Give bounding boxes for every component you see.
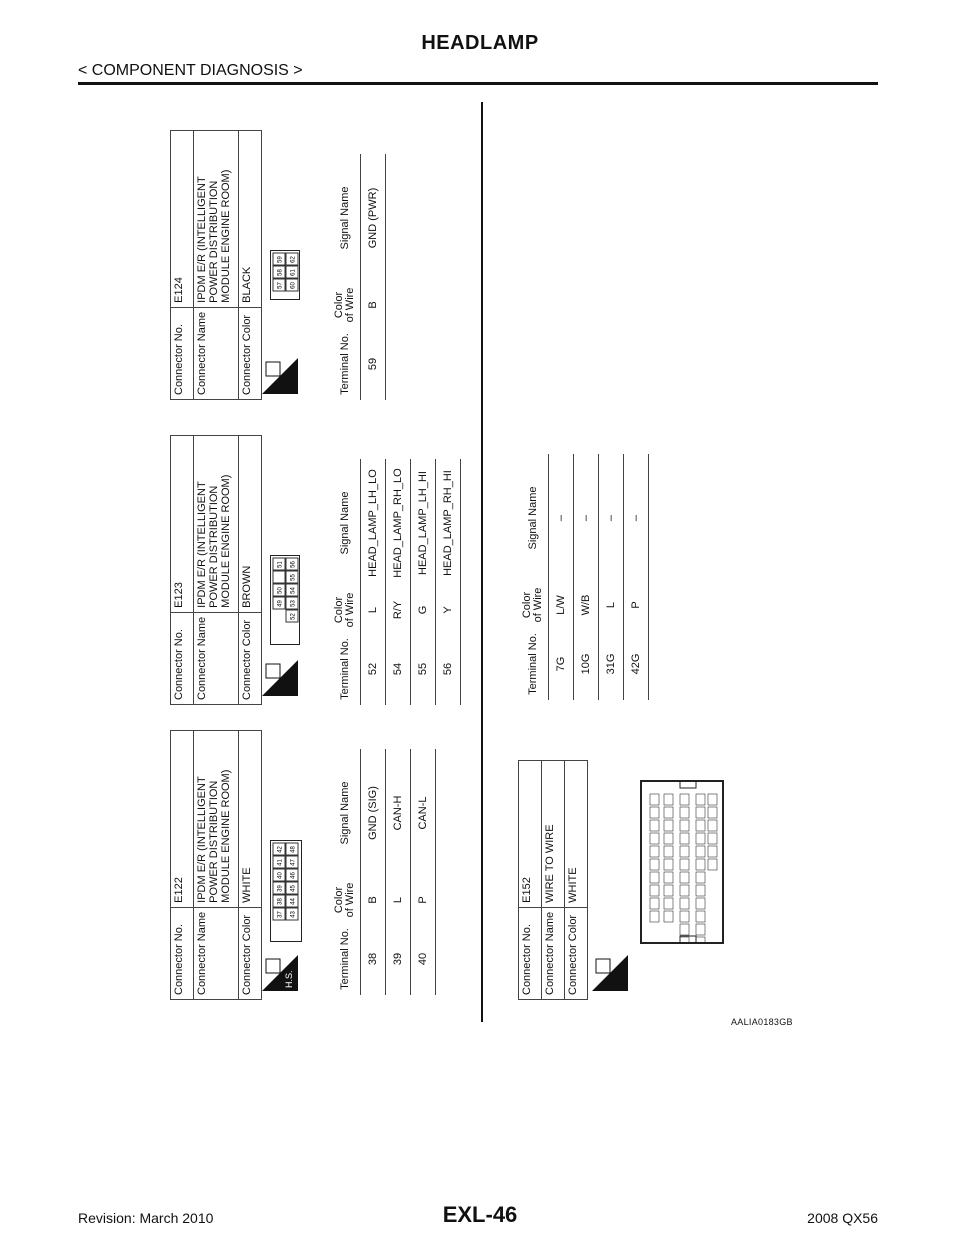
connector-cavity — [680, 885, 689, 896]
connector-cavity — [708, 833, 717, 844]
connector-cavity — [708, 859, 717, 870]
connector-e152-face — [640, 780, 724, 944]
svg-text:H.S.: H.S. — [284, 970, 294, 988]
pin-number: 52 — [290, 613, 297, 620]
pin-number: 50 — [277, 587, 284, 594]
pin-number: 57 — [277, 282, 284, 289]
connector-cavity — [664, 872, 673, 883]
table-row: 55 G HEAD_LAMP_LH_HI — [411, 459, 436, 705]
connector-cavity — [696, 898, 705, 909]
pin-number: 37 — [277, 911, 284, 918]
connector-cavity — [664, 794, 673, 805]
hs-icon — [262, 660, 298, 696]
connector-cavity — [650, 846, 659, 857]
connector-cavity — [708, 794, 717, 805]
connector-e124-terminals: Terminal No. Color of Wire Signal Name 59 B GND (PWR) — [330, 154, 386, 400]
pin-number: 43 — [290, 911, 297, 918]
table-row: 39 L CAN-H — [386, 749, 411, 995]
connector-cavity — [680, 859, 689, 870]
connector-cavity — [680, 794, 689, 805]
footer-revision: Revision: March 2010 — [78, 1210, 214, 1226]
connector-cavity — [664, 885, 673, 896]
connector-cavity — [696, 794, 705, 805]
connector-cavity — [650, 807, 659, 818]
header-rule — [78, 82, 878, 85]
connector-cavity — [680, 872, 689, 883]
pin-number: 38 — [277, 898, 284, 905]
connector-cavity — [650, 833, 659, 844]
pin-number: 53 — [290, 600, 297, 607]
pin-number: 58 — [277, 269, 284, 276]
connector-e122-header: Connector No. E122 Connector Name IPDM E/R (INTELLIGENT POWER DISTRIBUTION MODULE ENGINE ROOM) Connector Color WHITE — [170, 730, 262, 1000]
connector-e124-face — [270, 250, 300, 300]
table-row: 54 R/Y HEAD_LAMP_RH_LO — [386, 459, 411, 705]
connector-no-value: E122 — [171, 731, 194, 908]
pin-number: 55 — [290, 574, 297, 581]
pin-number: 44 — [290, 898, 297, 905]
connector-e122-face — [270, 840, 302, 942]
connector-cavity — [650, 885, 659, 896]
connector-cavity — [664, 859, 673, 870]
connector-cavity — [696, 911, 705, 922]
pin-number: 42 — [277, 846, 284, 853]
connector-cavity — [708, 820, 717, 831]
pin-number: 45 — [290, 885, 297, 892]
pin-number: 56 — [290, 561, 297, 568]
connector-cavity — [664, 846, 673, 857]
hs-icon — [592, 955, 628, 991]
connector-cavity — [680, 911, 689, 922]
page-title: HEADLAMP — [421, 32, 539, 54]
connector-cavity — [664, 807, 673, 818]
pin-number: 47 — [290, 859, 297, 866]
pin-number: 40 — [277, 872, 284, 879]
table-row: 59 B GND (PWR) — [361, 154, 386, 400]
pin-number: 51 — [277, 561, 284, 568]
pin-number: 41 — [277, 859, 284, 866]
connector-cavity — [664, 820, 673, 831]
connector-cavity — [696, 859, 705, 870]
pin-number: 48 — [290, 846, 297, 853]
table-row: 56 Y HEAD_LAMP_RH_HI — [436, 459, 461, 705]
connector-pin — [273, 571, 285, 583]
table-row: 10G W/B – — [574, 454, 599, 700]
connector-cavity — [650, 859, 659, 870]
connector-e152-header: Connector No. E152 Connector Name WIRE TO WIRE Connector Color WHITE — [518, 760, 588, 1000]
connector-cavity — [680, 924, 689, 935]
connector-e152-terminals: Terminal No. Color of Wire Signal Name 7G L/W – 10G W/B – 31G L – 42G P – — [518, 454, 649, 700]
pin-number: 49 — [277, 600, 284, 607]
connector-cavity — [664, 898, 673, 909]
hs-icon — [262, 955, 298, 991]
table-row: 52 L HEAD_LAMP_LH_LO — [361, 459, 386, 705]
connector-cavity — [650, 911, 659, 922]
connector-cavity — [696, 807, 705, 818]
connector-cavity — [696, 924, 705, 935]
connector-cavity — [650, 820, 659, 831]
column-divider — [481, 102, 483, 1022]
table-row: 38 B GND (SIG) — [361, 749, 386, 995]
connector-cavity — [680, 820, 689, 831]
pin-number: 59 — [277, 256, 284, 263]
connector-cavity — [664, 833, 673, 844]
connector-e123-face — [270, 555, 300, 645]
connector-cavity — [650, 872, 659, 883]
connector-e123-header: Connector No. E123 Connector Name IPDM E/R (INTELLIGENT POWER DISTRIBUTION MODULE ENGINE ROOM) Connector Color BROWN — [170, 435, 262, 705]
table-row: 42G P – — [624, 454, 649, 700]
connector-color-value: WHITE — [239, 731, 262, 908]
connector-cavity — [650, 898, 659, 909]
connector-cavity — [664, 911, 673, 922]
footer-page-number: EXL-46 — [442, 1202, 518, 1227]
connector-e124-header: Connector No. E124 Connector Name IPDM E/R (INTELLIGENT POWER DISTRIBUTION MODULE ENGINE ROOM) Connector Color BLACK — [170, 130, 262, 400]
connector-cavity — [696, 820, 705, 831]
figure-id: AALIA0183GB — [731, 1017, 793, 1027]
section-subtitle: < COMPONENT DIAGNOSIS > — [78, 62, 303, 79]
table-row: 40 P CAN-L — [411, 749, 436, 995]
connector-cavity — [680, 807, 689, 818]
connector-cavity — [650, 794, 659, 805]
connector-cavity — [696, 846, 705, 857]
pin-number: 46 — [290, 872, 297, 879]
connector-cavity — [696, 885, 705, 896]
connector-cavity — [680, 833, 689, 844]
pin-number: 39 — [277, 885, 284, 892]
connector-e122-terminals: Terminal No. Color of Wire Signal Name 38 B GND (SIG) 39 L CAN-H 40 P CAN-L — [330, 749, 436, 995]
footer-model: 2008 QX56 — [807, 1210, 878, 1226]
connector-e123-terminals: Terminal No. Color of Wire Signal Name 52 L HEAD_LAMP_LH_LO 54 R/Y HEAD_LAMP_RH_LO 55 G HEAD_LAMP_LH_HI 56 Y HEAD_LAMP_RH_HI — [330, 459, 461, 705]
pin-number: 60 — [290, 282, 297, 289]
table-row: 31G L – — [599, 454, 624, 700]
table-row: 7G L/W – — [549, 454, 574, 700]
connector-name-value: IPDM E/R (INTELLIGENT POWER DISTRIBUTION MODULE ENGINE ROOM) — [194, 731, 239, 908]
connector-cavity — [680, 846, 689, 857]
pin-number: 62 — [290, 256, 297, 263]
pin-number: 61 — [290, 269, 297, 276]
connector-cavity — [708, 846, 717, 857]
connector-cavity — [696, 872, 705, 883]
connector-cavity — [680, 898, 689, 909]
hs-icon — [262, 358, 298, 394]
connector-cavity — [696, 937, 705, 942]
pin-number: 54 — [290, 587, 297, 594]
connector-cavity — [708, 807, 717, 818]
connector-cavity — [696, 833, 705, 844]
